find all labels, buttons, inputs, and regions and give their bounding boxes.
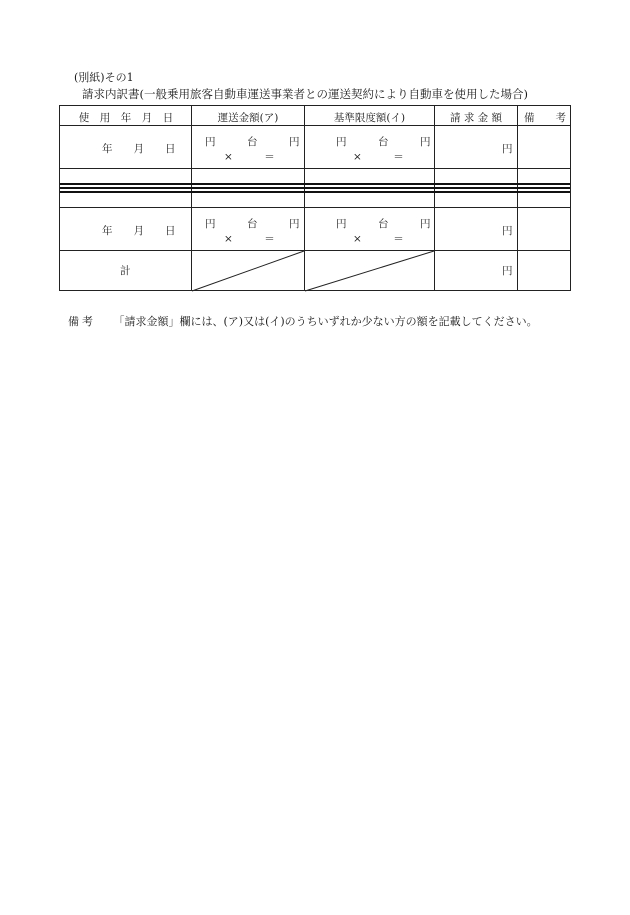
header-claim-amount: 請 求 金 額 bbox=[449, 112, 502, 124]
header-standard-limit: 基準限度額(イ) bbox=[333, 112, 406, 124]
note-text: 「請求金額」欄には、(ア)又は(イ)のうちいずれか少ない方の額を記載してください。 bbox=[113, 315, 538, 328]
row2-claim: 円 bbox=[502, 225, 513, 237]
row1-limit-line2: × ＝ bbox=[353, 151, 404, 163]
form-label: (別紙)その1 bbox=[74, 71, 134, 84]
claim-breakdown-table bbox=[59, 105, 571, 291]
row1-claim: 円 bbox=[502, 143, 513, 155]
fare-total-diagonal bbox=[192, 251, 304, 291]
header-transport-fare: 運送金額(ア) bbox=[217, 112, 279, 124]
row1-limit-line1: 円 台 円 bbox=[336, 136, 431, 148]
row2-limit-line2: × ＝ bbox=[353, 233, 404, 245]
header-date: 使 用 年 月 日 bbox=[78, 112, 174, 124]
row1-date: 年 月 日 bbox=[102, 143, 176, 155]
row2-fare-line2: × ＝ bbox=[224, 233, 275, 245]
row2-date: 年 月 日 bbox=[102, 225, 176, 237]
row2-fare-line1: 円 台 円 bbox=[205, 218, 300, 230]
total-row-diagonals bbox=[60, 106, 572, 292]
form-title: 請求内訳書(一般乗用旅客自動車運送事業者との運送契約により自動車を使用した場合) bbox=[82, 87, 528, 101]
total-label: 計 bbox=[120, 265, 131, 277]
header-remarks: 備 考 bbox=[524, 112, 566, 124]
row1-fare-line1: 円 台 円 bbox=[205, 136, 300, 148]
row1-fare-line2: × ＝ bbox=[224, 151, 275, 163]
row2-limit-line1: 円 台 円 bbox=[336, 218, 431, 230]
note bbox=[68, 313, 538, 329]
limit-total-diagonal bbox=[305, 251, 434, 291]
note-label: 備考 bbox=[68, 315, 96, 328]
total-claim: 円 bbox=[502, 265, 513, 277]
